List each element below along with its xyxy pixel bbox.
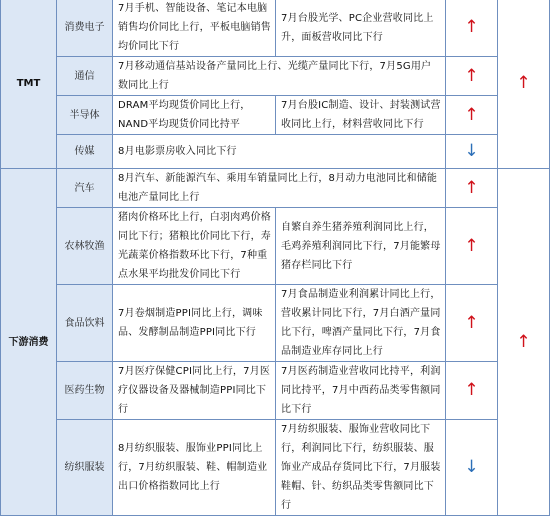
price-indicator-text: 7月手机、智能设备、笔记本电脑销售均价同比上行，平板电脑销售均价同比下行 bbox=[113, 0, 276, 57]
table-row bbox=[1, 135, 550, 169]
industry-label: 传媒 bbox=[57, 135, 113, 169]
industry-trend-up-icon: ↑ bbox=[446, 362, 498, 420]
industry-trend-up-icon: ↑ bbox=[446, 57, 498, 96]
industry-trend-down-icon: ↓ bbox=[446, 420, 498, 516]
volume-indicator-text: 7月食品制造业利润累计同比上行，营收累计同比下行，7月白酒产量同比下行，啤酒产量同比下行，7月食品制造业库存同比上行 bbox=[276, 285, 446, 362]
industry-trend-up-icon: ↑ bbox=[446, 0, 498, 57]
indicator-text: 7月移动通信基站设备产量同比上行、光缆产量同比下行，7月5G用户数同比上行 bbox=[113, 57, 446, 96]
sector-label: TMT bbox=[1, 0, 57, 169]
sector-trend-up-icon: ↑ bbox=[498, 169, 550, 516]
table-row bbox=[1, 208, 550, 285]
industry-trend-down-icon: ↓ bbox=[446, 135, 498, 169]
volume-indicator-text: 自繁自养生猪养殖利润同比上行，毛鸡养殖利润同比下行，7月能繁母猪存栏同比下行 bbox=[276, 208, 446, 285]
volume-indicator-text: 7月台股IC制造、设计、封装测试营收同比上行，材料营收同比下行 bbox=[276, 96, 446, 135]
table-row bbox=[1, 362, 550, 420]
volume-indicator-text: 7月台股光学、PC企业营收同比上升，面板营收同比下行 bbox=[276, 0, 446, 57]
table-row bbox=[1, 169, 550, 208]
sector-label: 下游消费 bbox=[1, 169, 57, 516]
price-indicator-text: 7月医疗保健CPI同比上行，7月医疗仪器设备及器械制造PPI同比下行 bbox=[113, 362, 276, 420]
table-row bbox=[1, 285, 550, 362]
volume-indicator-text: 7月纺织服装、服饰业营收同比下行，利润同比下行，纺织服装、服饰业产成品存货同比下行，7月服装鞋帽、针、纺织品类零售额同比下行 bbox=[276, 420, 446, 516]
industry-label: 食品饮料 bbox=[57, 285, 113, 362]
industry-label: 医药生物 bbox=[57, 362, 113, 420]
indicator-text: 8月电影票房收入同比下行 bbox=[113, 135, 446, 169]
industry-label: 农林牧渔 bbox=[57, 208, 113, 285]
sector-trend-up-icon: ↑ bbox=[498, 0, 550, 169]
price-indicator-text: 7月卷烟制造PPI同比上行，调味品、发酵制品制造PPI同比下行 bbox=[113, 285, 276, 362]
price-indicator-text: 猪肉价格环比上行，白羽肉鸡价格同比下行；猪粮比价同比下行，寿光蔬菜价格指数环比下行，7种重点水果平均批发价同比下行 bbox=[113, 208, 276, 285]
volume-indicator-text: 7月医药制造业营收同比持平，利润同比持平，7月中西药品类零售额同比下行 bbox=[276, 362, 446, 420]
table-row bbox=[1, 57, 550, 96]
industry-label: 消费电子 bbox=[57, 0, 113, 57]
industry-trend-up-icon: ↑ bbox=[446, 96, 498, 135]
industry-label: 汽车 bbox=[57, 169, 113, 208]
industry-label: 通信 bbox=[57, 57, 113, 96]
industry-label: 半导体 bbox=[57, 96, 113, 135]
table-row bbox=[1, 0, 550, 57]
industry-label: 纺织服装 bbox=[57, 420, 113, 516]
industry-trend-up-icon: ↑ bbox=[446, 285, 498, 362]
table-row bbox=[1, 96, 550, 135]
price-indicator-text: DRAM平均现货价同比上行，NAND平均现货价同比持平 bbox=[113, 96, 276, 135]
price-indicator-text: 8月纺织服装、服饰业PPI同比上行，7月纺织服装、鞋、帽制造业出口价格指数同比上行 bbox=[113, 420, 276, 516]
industry-trend-up-icon: ↑ bbox=[446, 169, 498, 208]
industry-trend-up-icon: ↑ bbox=[446, 208, 498, 285]
indicator-text: 8月汽车、新能源汽车、乘用车销量同比上行，8月动力电池同比和储能电池产量同比上行 bbox=[113, 169, 446, 208]
table-row bbox=[1, 420, 550, 516]
